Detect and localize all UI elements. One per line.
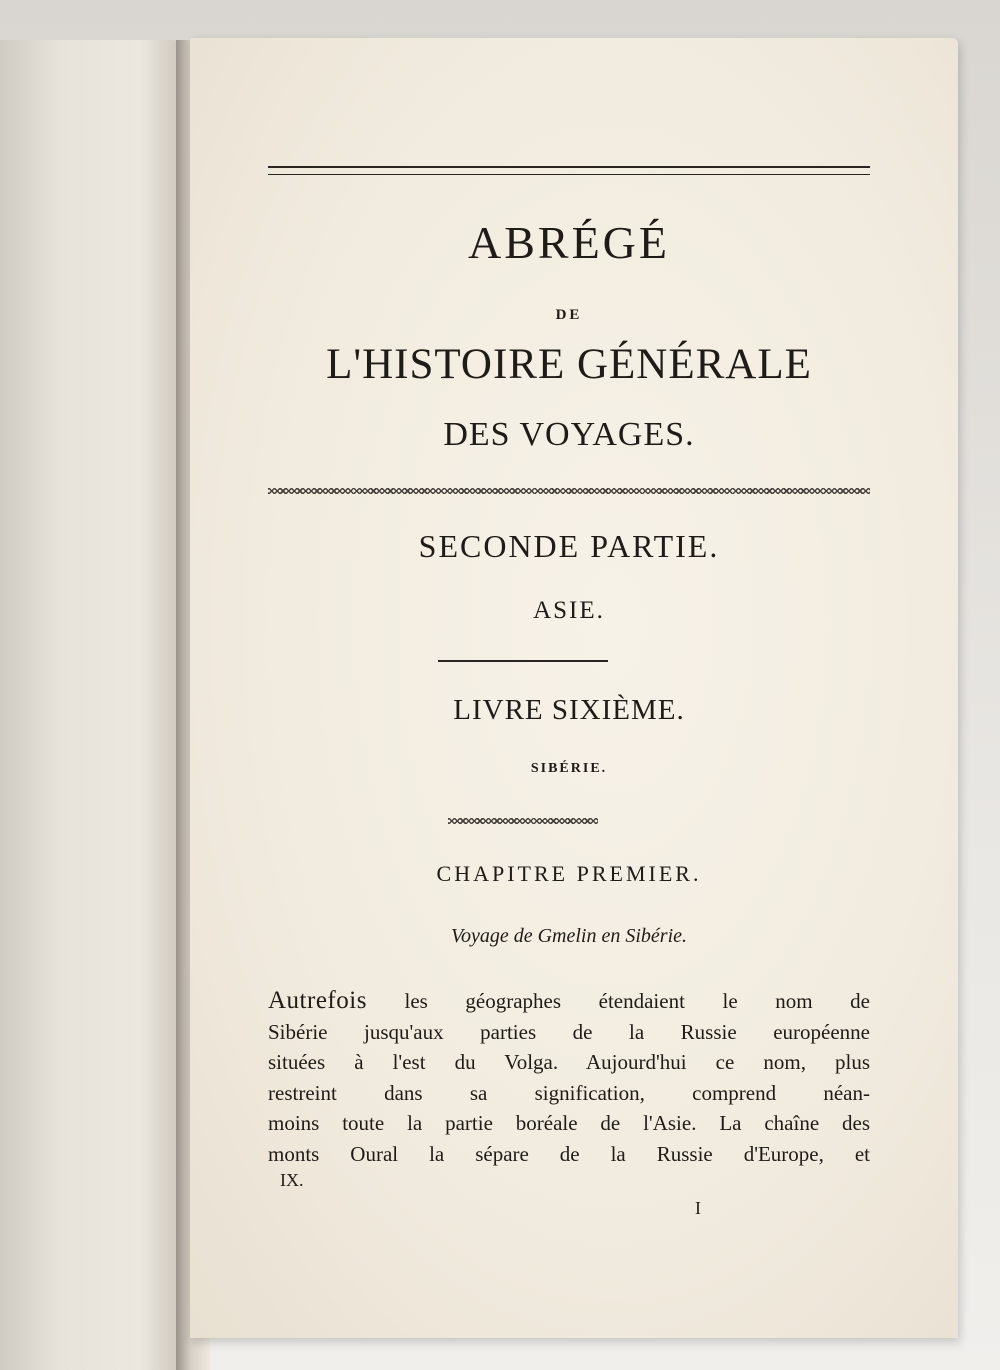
body-paragraph <box>268 986 870 1169</box>
body-line-4: restreint dans sa signification, comprend néan- <box>268 1080 870 1105</box>
region-heading: ASIE. <box>533 597 605 624</box>
left-facing-page <box>0 40 200 1370</box>
body-line-5: moins toute la partie boréale de l'Asie. La chaîne des <box>268 1111 870 1135</box>
wavy-rule-1 <box>268 488 870 494</box>
book-subject: SIBÉRIE. <box>530 761 608 776</box>
volume-mark: IX. <box>280 1170 304 1190</box>
title-des-voyages: DES VOYAGES. <box>443 416 695 453</box>
title-abrege: ABRÉGÉ <box>468 217 670 268</box>
title-histoire-generale: L'HISTOIRE GÉNÉRALE <box>326 341 812 388</box>
title-connector: DE <box>555 307 583 323</box>
short-plain-rule <box>438 660 608 662</box>
body-line-1: Autrefois les géographes étendaient le nom de <box>268 987 870 1014</box>
wavy-rule-2 <box>448 818 598 824</box>
chapter-subtitle: Voyage de Gmelin en Sibérie. <box>450 925 688 947</box>
part-heading: SECONDE PARTIE. <box>418 528 720 564</box>
title-page <box>190 38 958 1338</box>
body-line-2: Sibérie jusqu'aux parties de la Russie européenne <box>268 1019 870 1044</box>
dropcap-word: Autrefois <box>268 987 367 1014</box>
body-line-6: monts Oural la sépare de la Russie d'Europe, et <box>268 1141 870 1166</box>
top-double-rule <box>268 166 870 175</box>
body-line-3: situées à l'est du Volga. Aujourd'hui ce nom, plus <box>268 1050 870 1074</box>
chapter-heading: CHAPITRE PREMIER. <box>436 861 702 886</box>
signature-mark: I <box>695 1198 701 1218</box>
book-heading: LIVRE SIXIÈME. <box>453 694 685 726</box>
